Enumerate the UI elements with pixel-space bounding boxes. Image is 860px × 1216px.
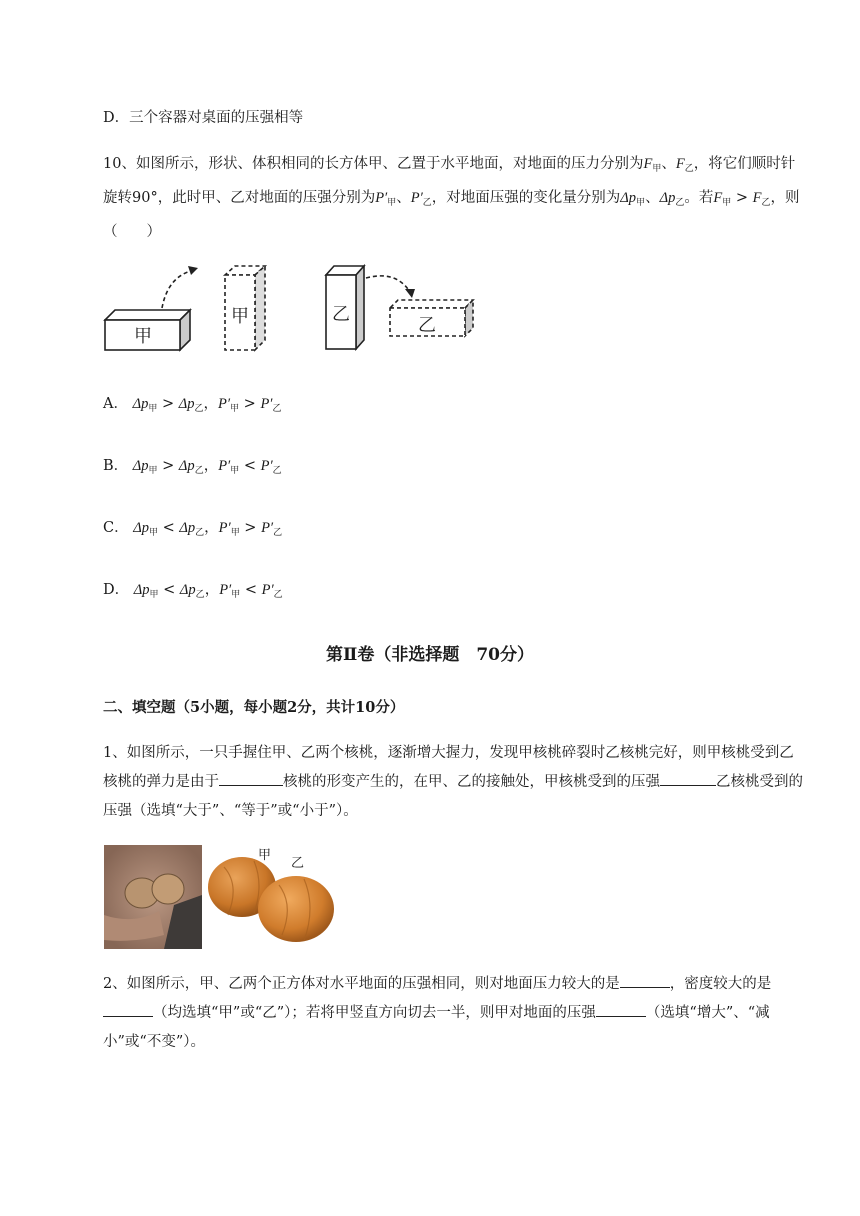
arrow-head-2: [405, 289, 415, 298]
section-title: 第Ⅱ卷（非选择题 70分）: [326, 645, 534, 665]
arrow-head-1: [188, 266, 198, 275]
answer-blank[interactable]: [103, 1002, 153, 1017]
q10-option-c: C． $\Delta p_甲 < \Delta p_乙$，$P'_甲 > P'_乙$: [103, 520, 283, 538]
block-yi-label: 乙: [332, 304, 350, 325]
walnut-label-jia: 甲: [258, 848, 272, 863]
walnut-label-yi: 乙: [291, 856, 305, 871]
q9-option-d: D．三个容器对桌面的压强相等: [103, 110, 304, 126]
q10-option-b: B． $\Delta p_甲 > \Delta p_乙$，$P'_甲 < P'_乙$: [103, 458, 282, 476]
fill-question-1: 1、如图所示，一只手握住甲、乙两个核桃，逐渐增大握力，发现甲核桃碎裂时乙核桃完好，则甲核桃受到乙核桃的弹力是由于 核桃的形变产生的，在甲、乙的接触处，甲核桃受到的压强 乙核桃受到的压强（选填“大于”、“等于”或“小于”）。: [103, 745, 803, 819]
block-yi-lying-label: 乙: [418, 315, 436, 336]
rotate-arrow-1: [162, 270, 194, 308]
q10-figure: [100, 258, 485, 358]
q10-option-d: D． $\Delta p_甲 < \Delta p_乙$，$P'_甲 < P'_乙$: [103, 582, 283, 600]
walnut-photo: [104, 845, 338, 949]
section-heading: 二、填空题（5小题，每小题2分，共计10分）: [103, 699, 405, 716]
walnut-in-hand-2: [152, 874, 184, 904]
block-jia-label: 甲: [134, 326, 152, 347]
rotate-arrow-2: [366, 276, 410, 292]
q10-option-a: A． $\Delta p_甲 > \Delta p_乙$，$P'_甲 > P'_乙$: [103, 396, 282, 414]
fill-question-2: 2、如图所示，甲、乙两个正方体对水平地面的压强相同，则对地面压力较大的是 ，密度较大的是（均选填“甲”或“乙”）；若将甲竖直方向切去一半，则甲对地面的压强 （选填“增大”、“减小”或“不变”）。: [103, 970, 803, 1057]
answer-blank[interactable]: [620, 973, 670, 988]
answer-blank[interactable]: [596, 1002, 646, 1017]
q10-stem: 10、如图所示，形状、体积相同的长方体甲、乙置于水平地面，对地面的压力分别为$F_甲$、$F_乙$，将它们顺时针旋转90°，此时甲、乙对地面的压强分别为$P'_甲$、$P'_乙$，对地面压强的变化量分别为$\Delta p_甲$、$\Delta p_乙$。若$F_甲 > F_乙$，则（ ）: [103, 156, 800, 240]
block-jia-standing-label: 甲: [231, 306, 249, 327]
answer-blank[interactable]: [660, 771, 716, 786]
walnut-yi: [258, 876, 334, 942]
answer-blank[interactable]: [219, 771, 283, 786]
